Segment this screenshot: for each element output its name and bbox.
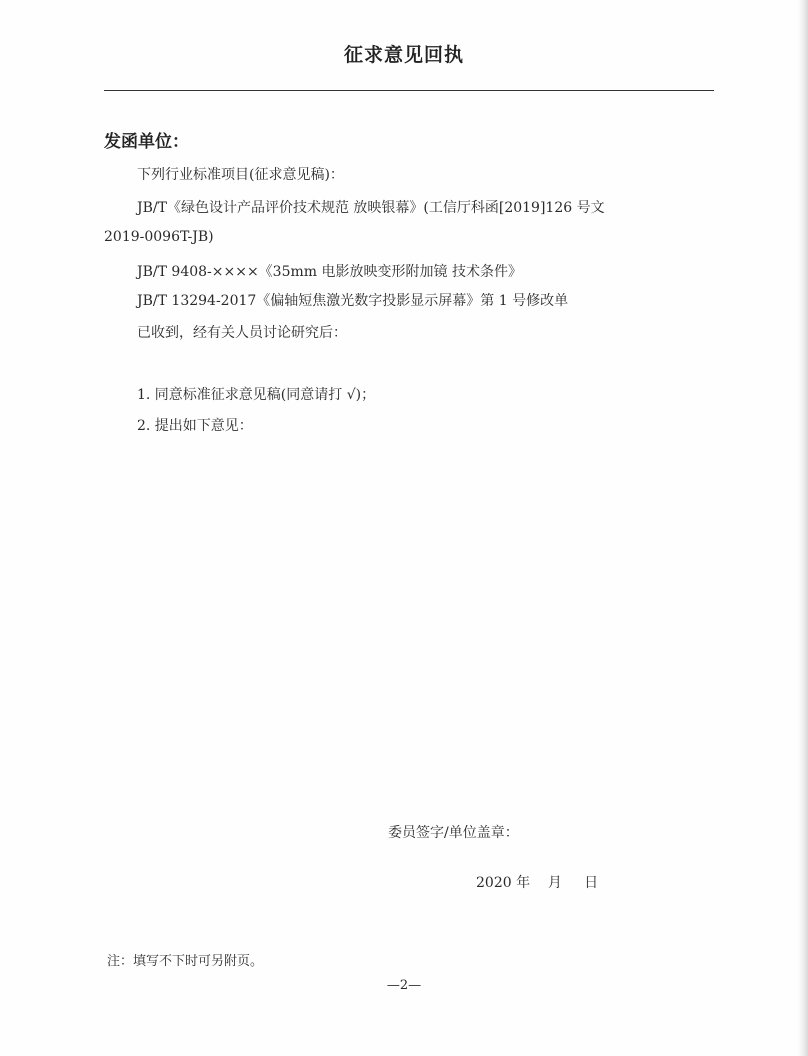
page-edge-shadow [798, 0, 808, 1056]
standard-item-1-line-1: JB/T《绿色设计产品评价技术规范 放映银幕》(工信厅科函[2019]126 号文 [137, 200, 605, 216]
signature-label: 委员签字/单位盖章： [388, 825, 519, 841]
option-agree: 1. 同意标准征求意见稿(同意请打 √)； [137, 387, 376, 403]
intro-text: 下列行业标准项目(征求意见稿)： [137, 167, 344, 183]
page-title: 征求意见回执 [343, 44, 464, 66]
standard-item-1-line-2: 2019-0096T-JB) [104, 229, 214, 245]
option-comments: 2. 提出如下意见： [137, 418, 253, 434]
date-field: 2020 年 月 日 [476, 875, 599, 891]
standard-item-2: JB/T 9408-××××《35mm 电影放映变形附加镜 技术条件》 [137, 264, 522, 280]
page-number: —2— [386, 978, 422, 993]
title-divider [104, 90, 714, 91]
addressee-label: 发函单位： [104, 132, 189, 152]
received-text: 已收到，经有关人员讨论研究后： [137, 325, 347, 341]
standard-item-3: JB/T 13294-2017《偏轴短焦激光数字投影显示屏幕》第 1 号修改单 [137, 293, 569, 309]
footnote: 注：填写不下时可另附页。 [107, 954, 264, 969]
